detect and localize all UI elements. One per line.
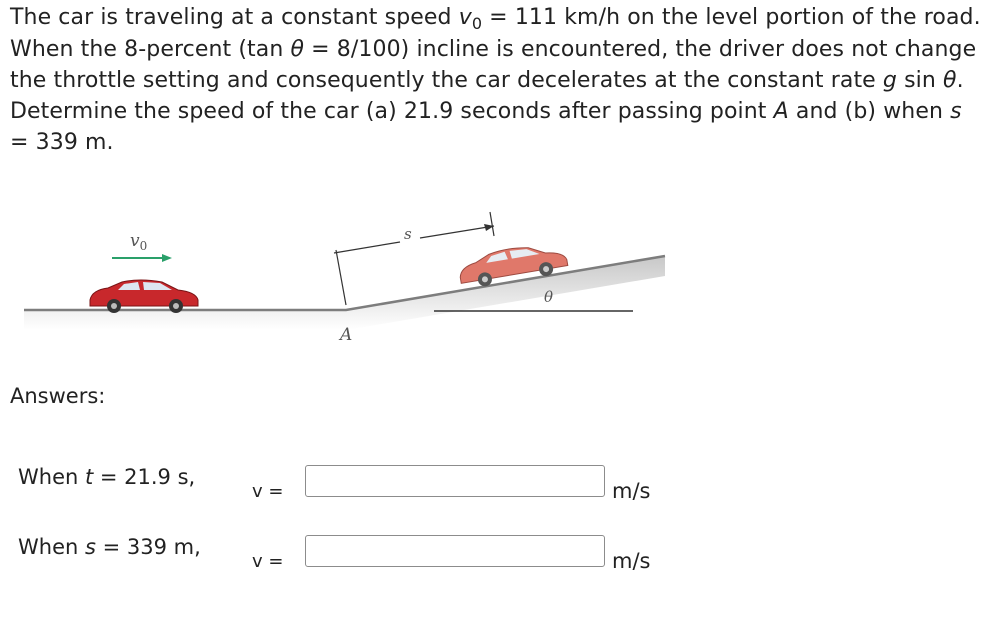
problem-statement: The car is traveling at a constant speed $v_0 = 111$ km/h on the level portion of the road. When the 8-percent (tan θ = 8/100) incline is encountered, the driver does not change the throttle setting and consequently the car decelerates at the constant rate g sin θ. Determine the speed of the car (a) 21.9 seconds after passing point A and (b) when s = 339 m. — [10, 5, 981, 155]
incline-diagram — [0, 190, 700, 355]
speed-input-distance[interactable] — [305, 535, 605, 567]
answers-heading: Answers: — [10, 384, 106, 408]
car-level — [90, 280, 198, 313]
s-label: s — [404, 225, 412, 243]
condition-distance: When s = 339 m, — [18, 535, 201, 559]
condition-time: When t = 21.9 s, — [18, 465, 196, 489]
velocity-arrow — [112, 254, 172, 262]
unit-label: m/s — [612, 479, 651, 503]
v0-label: $v_0$ — [130, 231, 148, 253]
point-a-label: A — [340, 325, 353, 345]
v-label: v = — [252, 481, 284, 502]
v-label: v = — [252, 551, 284, 572]
unit-label: m/s — [612, 549, 651, 573]
speed-input-time[interactable] — [305, 465, 605, 497]
theta-label: θ — [544, 288, 554, 306]
